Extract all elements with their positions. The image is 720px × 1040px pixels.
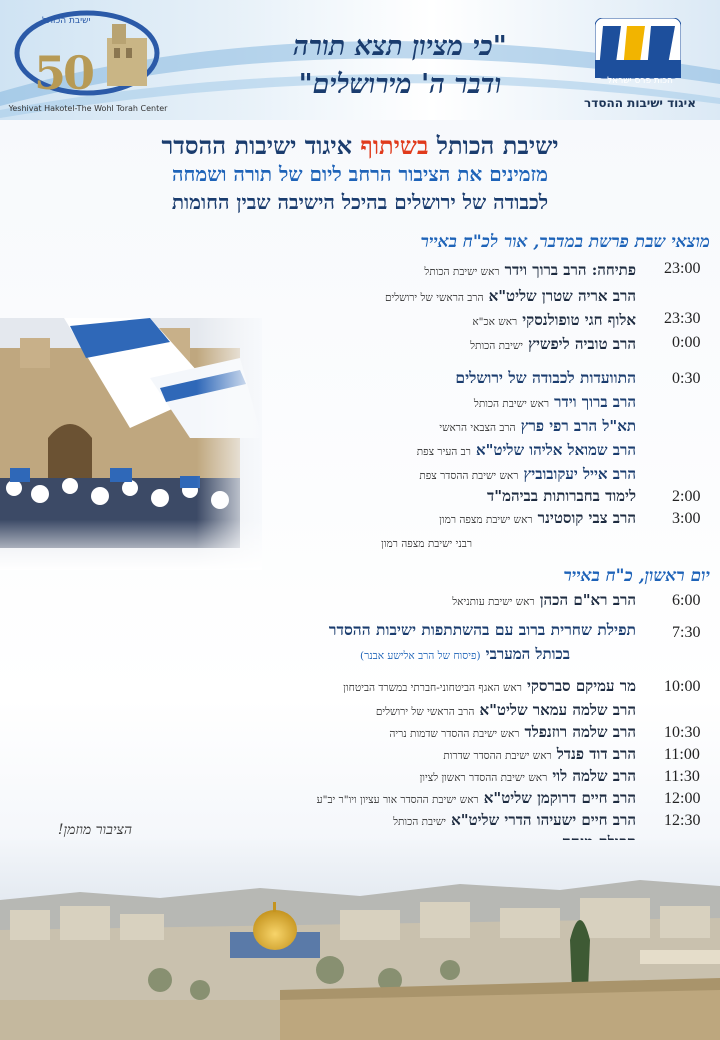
fifty-years-mark: 50 (34, 46, 93, 100)
row-time: 11:30 (664, 768, 700, 785)
invite-line-2: מזמינים את הציבור הרחב ליום של תורה ושמחה (172, 162, 548, 186)
row-text: פתיחה: הרב ברוך וידר ראש ישיבת הכותל (424, 261, 636, 279)
row-time: 23:30 (664, 310, 701, 327)
row-text: הרב שלמה רוזנפלד ראש ישיבת ההסדר שדמות נריה (389, 723, 636, 741)
invitation-text (60, 132, 660, 216)
row-text: הרב חיים ישעיהו הדרי שליט"א ישיבת הכותל (393, 811, 636, 829)
row-time: 12:30 (664, 812, 701, 829)
invite-line-1 (60, 132, 660, 160)
jerusalem-skyline-photo (0, 840, 720, 1040)
row-text: מר עמיקם סברסקי ראש האגף הביטחוני-חברתי במשרד הביטחון (343, 677, 636, 695)
igud-logo-tag: הכות פרס ישראל (607, 76, 673, 86)
farbrengen-item: הרב ברוך וידר ראש ישיבת הכותל (473, 393, 636, 411)
row-text: הרב טוביה ליפשיץ ישיבת הכותל (470, 335, 636, 353)
row-text: הרב אריה שטרן שליט"א הרב הראשי של ירושלים (384, 287, 636, 305)
invite-host: ישיבת הכותל (428, 131, 559, 160)
row-time: 3:00 (672, 510, 701, 527)
row-text: לימוד בחברותות בביהמ"ד (487, 487, 636, 505)
row-text: הרב שלמה עמאר שליט"א הרב הראשי של ירושלים (375, 701, 636, 719)
row-time: 0:00 (672, 334, 701, 351)
igud-logo-name: איגוד ישיבות ההסדר (584, 96, 696, 110)
farbrengen-time: 0:30 (672, 370, 701, 387)
row-text: אלוף חגי טופולנסקי ראש אכ"א (472, 311, 636, 329)
title-line-1: "כי מציון תצא תורה (293, 31, 507, 62)
row-time: 23:00 (664, 260, 701, 277)
farbrengen-item: הרב אייל יעקובוביץ ראש ישיבת ההסדר צפת (419, 465, 636, 483)
row-text: רבני ישיבת מצפה רמון (381, 538, 472, 550)
invite-accent: בשיתוף (360, 131, 429, 160)
row-time: 6:00 (672, 592, 701, 609)
invite-line-3: לכבודה של ירושלים בהיכל הישיבה שבין החומות (171, 190, 549, 214)
farbrengen-item: הרב שמואל אליהו שליט"א רב העיר צפת (416, 441, 636, 459)
prayer-line-2: בכותל המערבי (פיסוח של הרב אלישע אבנר) (360, 645, 570, 663)
schedule-row (0, 258, 720, 282)
row-text: הרב שלמה לוי ראש ישיבת ההסדר ראשון לציון (419, 767, 636, 785)
section-heading-saturday-night: מוצאי שבת פרשת במדבר, אור לכ"ח באייר (420, 232, 710, 252)
farbrengen-heading: התוועדות לכבודה של ירושלים (455, 368, 636, 387)
row-time: 10:30 (664, 724, 701, 741)
row-text: הרב דוד פנדל ראש ישיבת ההסדר שדרות (443, 745, 636, 763)
schedule-row (0, 308, 720, 332)
title-line-2: ודבר ה' מירושלים" (298, 69, 502, 100)
row-time: 11:00 (664, 746, 700, 763)
section-heading-sunday: יום ראשון, כ"ח באייר (563, 566, 710, 586)
hakotel-logo-arc: ישיבת הכותל (42, 16, 91, 26)
row-text: הרב רא"ם הכהן ראש ישיבת עותניאל (452, 591, 636, 609)
prayer-time: 7:30 (672, 624, 701, 641)
prayer-line-1: תפילת שחרית ברוב עם בהשתתפות ישיבות ההסדר (328, 620, 636, 639)
footer-note-line-1: הציבור מוזמן! (57, 822, 133, 838)
row-time: 2:00 (672, 488, 701, 505)
row-text: הרב צבי קוסטינר ראש ישיבת מצפה רמון (439, 509, 636, 527)
row-time: 12:00 (664, 790, 701, 807)
row-time: 10:00 (664, 678, 701, 695)
hakotel-logo (4, 6, 169, 118)
row-text: הרב חיים דרוקמן שליט"א ראש ישיבת ההסדר אור עציון ויו"ר יב"ע (316, 789, 636, 807)
page-title (230, 28, 570, 104)
invite-partner: איגוד ישיבות ההסדר (161, 131, 361, 160)
igud-logo (565, 18, 715, 118)
hakotel-logo-caption: Yeshivat Hakotel-The Wohl Torah Center (8, 104, 168, 113)
farbrengen-item: תא"ל הרב רפי פרץ הרב הצבאי הראשי (439, 417, 636, 435)
schedule-row (0, 284, 720, 308)
schedule-row (0, 332, 720, 356)
